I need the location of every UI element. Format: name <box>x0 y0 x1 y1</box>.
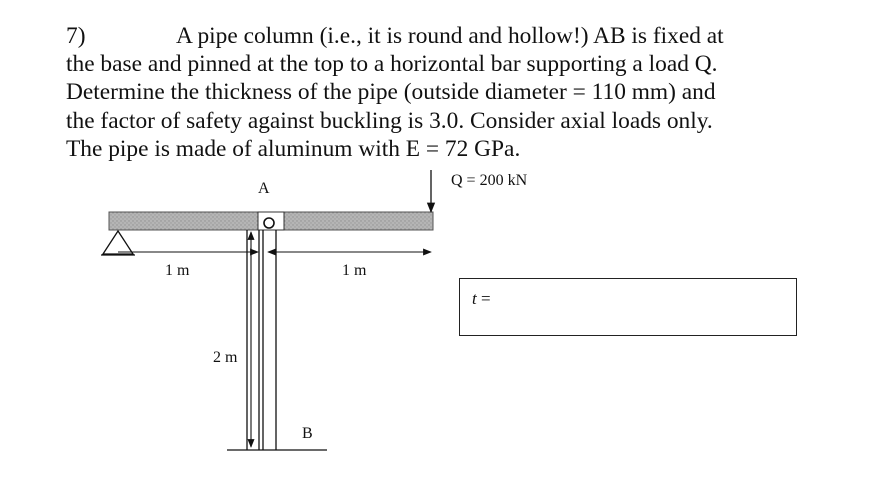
problem-line-5: The pipe is made of aluminum with E = 72 GPa. <box>66 135 521 162</box>
label-b: B <box>302 425 313 442</box>
dimension-label-left: 1 m <box>165 262 190 279</box>
answer-equals: = <box>480 289 491 308</box>
problem-line-3: Determine the thickness of the pipe (outside diameter = 110 mm) and <box>66 79 716 106</box>
answer-box[interactable] <box>459 278 797 336</box>
pin-a-icon <box>264 218 274 228</box>
load-label: Q = 200 kN <box>451 172 528 189</box>
left-pin-support-icon <box>103 231 133 254</box>
dimension-label-right: 1 m <box>342 262 367 279</box>
label-a: A <box>258 180 270 197</box>
problem-number: 7) <box>66 23 86 49</box>
answer-variable: t <box>472 289 477 308</box>
dimension-label-height: 2 m <box>213 349 238 366</box>
horizontal-bar-right <box>284 212 433 230</box>
answer-label <box>472 289 491 309</box>
problem-line-2: the base and pinned at the top to a horizontal bar supporting a load Q. <box>66 51 718 78</box>
horizontal-bar-left <box>109 212 258 230</box>
problem-line-4: the factor of safety against buckling is 3.0. Consider axial loads only. <box>66 107 713 134</box>
problem-text-1: A pipe column (i.e., it is round and hollow!) AB is fixed at <box>176 23 724 49</box>
